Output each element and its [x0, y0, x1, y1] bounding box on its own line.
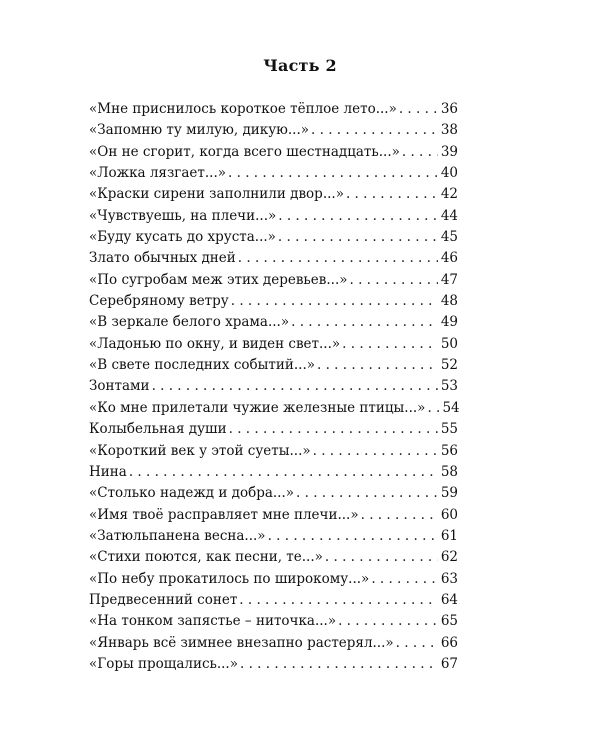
toc-entry-title: Злато обычных дней: [89, 250, 236, 267]
toc-entry[interactable]: [89, 99, 458, 120]
toc-dot-leader: [268, 526, 438, 547]
toc-entry-title: Нина: [89, 463, 127, 480]
table-of-contents: [89, 99, 458, 675]
toc-entry-page: 56: [440, 442, 458, 459]
toc-entry[interactable]: [89, 248, 458, 269]
toc-entry-page: 64: [440, 591, 458, 608]
toc-entry-title: «Стихи поются, как песни, те...»: [89, 549, 323, 566]
toc-entry-page: 36: [440, 101, 458, 117]
toc-entry[interactable]: [89, 163, 458, 184]
toc-entry-page: 48: [440, 293, 458, 310]
toc-entry-title: «Запомню ту милую, дикую...»: [89, 122, 310, 139]
toc-entry-title: «Январь всё зимнее внезапно растерял...»: [89, 634, 394, 651]
toc-entry[interactable]: [89, 654, 458, 675]
toc-entry[interactable]: [89, 227, 458, 248]
toc-entry-page: 60: [440, 506, 458, 523]
toc-entry-title: «Ко мне прилетали чужие железные птицы...»: [89, 399, 426, 416]
toc-entry[interactable]: [89, 376, 458, 397]
toc-dot-leader: [371, 569, 438, 590]
toc-entry[interactable]: [89, 569, 458, 590]
toc-dot-leader: [342, 334, 438, 355]
toc-entry-page: 50: [440, 335, 458, 352]
toc-entry-title: «Краски сирени заполнили двор...»: [89, 186, 344, 203]
toc-dot-leader: [338, 611, 438, 632]
toc-entry[interactable]: [89, 270, 458, 291]
toc-entry[interactable]: [89, 462, 458, 483]
toc-entry-page: 54: [442, 399, 460, 416]
toc-entry-title: «Ложка лязгает...»: [89, 165, 227, 182]
toc-entry-page: 38: [440, 122, 458, 139]
toc-entry-page: 59: [440, 485, 458, 502]
toc-entry[interactable]: [89, 334, 458, 355]
toc-dot-leader: [152, 376, 438, 397]
toc-entry-title: «Буду кусать до хруста...»: [89, 229, 276, 246]
toc-entry-page: 66: [440, 634, 458, 651]
toc-entry[interactable]: [89, 291, 458, 312]
toc-dot-leader: [396, 633, 438, 654]
toc-dot-leader: [325, 547, 438, 568]
toc-entry-page: 52: [440, 357, 458, 374]
toc-entry-page: 49: [440, 314, 458, 331]
toc-dot-leader: [229, 419, 438, 440]
toc-dot-leader: [346, 184, 438, 205]
toc-dot-leader: [278, 206, 438, 227]
toc-entry-title: «Он не сгорит, когда всего шестнадцать...»: [89, 143, 400, 160]
toc-dot-leader: [296, 483, 438, 504]
toc-entry-title: «В свете последних событий...»: [89, 357, 315, 374]
toc-entry-page: 53: [440, 378, 458, 395]
toc-entry[interactable]: [89, 184, 458, 205]
toc-entry-page: 61: [440, 527, 458, 544]
toc-entry[interactable]: [89, 312, 458, 333]
toc-entry[interactable]: [89, 526, 458, 547]
toc-entry-page: 44: [440, 207, 458, 224]
toc-entry[interactable]: [89, 483, 458, 504]
toc-dot-leader: [228, 163, 438, 184]
toc-entry-title: «Имя твоё расправляет мне плечи...»: [89, 506, 359, 523]
toc-entry[interactable]: [89, 505, 458, 526]
toc-entry[interactable]: [89, 355, 458, 376]
toc-entry-page: 55: [440, 421, 458, 438]
toc-entry-title: Серебряному ветру: [89, 293, 229, 310]
toc-entry[interactable]: [89, 590, 458, 611]
toc-dot-leader: [311, 120, 438, 141]
toc-entry[interactable]: [89, 419, 458, 440]
toc-entry-page: 67: [440, 655, 458, 672]
toc-entry-title: «Мне приснилось короткое тёплое лето...»: [89, 101, 397, 117]
toc-entry-page: 62: [440, 549, 458, 566]
toc-entry-page: 39: [440, 143, 458, 160]
toc-dot-leader: [231, 291, 438, 312]
toc-dot-leader: [129, 462, 438, 483]
toc-dot-leader: [402, 142, 438, 163]
toc-dot-leader: [238, 248, 438, 269]
toc-entry-title: «В зеркале белого храма...»: [89, 314, 290, 331]
toc-entry-page: 45: [440, 229, 458, 246]
toc-entry-page: 47: [440, 271, 458, 288]
toc-entry-title: «По небу прокатилось по широкому...»: [89, 570, 370, 587]
toc-entry-title: «Затюльпанена весна...»: [89, 527, 266, 544]
toc-entry[interactable]: [89, 547, 458, 568]
toc-dot-leader: [291, 312, 438, 333]
toc-entry-title: «Горы прощались...»: [89, 655, 238, 672]
toc-dot-leader: [313, 441, 438, 462]
toc-entry[interactable]: [89, 398, 458, 419]
toc-entry-page: 40: [440, 165, 458, 182]
toc-dot-leader: [427, 398, 439, 419]
section-title: Часть 2: [263, 56, 337, 75]
toc-dot-leader: [399, 99, 438, 120]
toc-entry-page: 65: [440, 613, 458, 630]
toc-entry[interactable]: [89, 120, 458, 141]
toc-dot-leader: [361, 505, 438, 526]
toc-entry-title: «Ладонью по окну, и виден свет...»: [89, 335, 341, 352]
toc-entry-page: 46: [440, 250, 458, 267]
toc-entry[interactable]: [89, 611, 458, 632]
toc-dot-leader: [278, 227, 438, 248]
toc-entry-title: «По сугробам меж этих деревьев...»: [89, 271, 348, 288]
toc-dot-leader: [240, 654, 438, 675]
toc-dot-leader: [350, 270, 438, 291]
toc-entry[interactable]: [89, 206, 458, 227]
toc-dot-leader: [239, 590, 438, 611]
toc-entry[interactable]: [89, 142, 458, 163]
toc-entry-title: «Столько надежд и добра...»: [89, 485, 295, 502]
toc-entry-page: 58: [440, 463, 458, 480]
toc-entry-title: «Короткий век у этой суеты...»: [89, 442, 311, 459]
toc-entry-title: «Чувствуешь, на плечи...»: [89, 207, 277, 224]
toc-entry-page: 63: [440, 570, 458, 587]
toc-dot-leader: [317, 355, 438, 376]
toc-entry-title: Зонтами: [89, 378, 150, 395]
toc-entry[interactable]: [89, 633, 458, 654]
toc-entry-title: Колыбельная души: [89, 421, 227, 438]
toc-entry-page: 42: [440, 186, 458, 203]
toc-entry[interactable]: [89, 441, 458, 462]
toc-entry-title: «На тонком запястье – ниточка...»: [89, 613, 337, 630]
toc-entry-title: Предвесенний сонет: [89, 591, 238, 608]
